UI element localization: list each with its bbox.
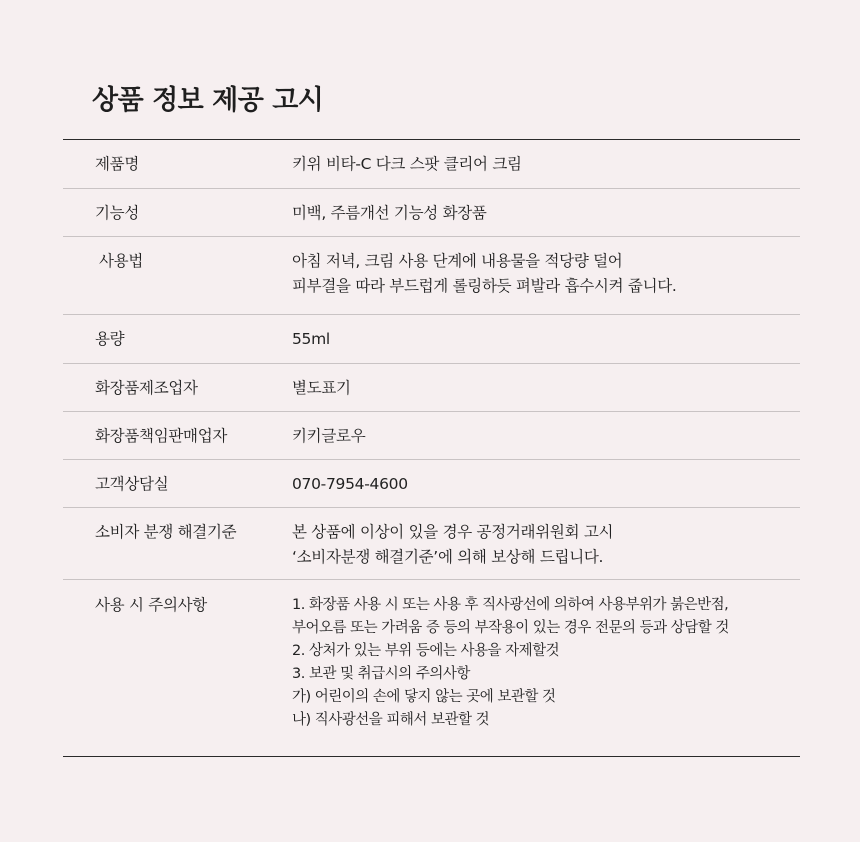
value-line: 본 상품에 이상이 있을 경우 공정거래위원회 고시 bbox=[292, 523, 614, 541]
value-line: 나) 직사광선을 피해서 보관할 것 bbox=[292, 712, 490, 728]
row-label: 화장품책임판매업자 bbox=[95, 427, 228, 445]
table-row-volume bbox=[63, 315, 800, 364]
row-label: 사용 시 주의사항 bbox=[95, 596, 207, 614]
value-line: 피부결을 따라 부드럽게 롤링하듯 펴발라 흡수시켜 줍니다. bbox=[292, 277, 677, 295]
row-value: 070-7954-4600 bbox=[292, 475, 408, 493]
value-line: 2. 상처가 있는 부위 등에는 사용을 자제할것 bbox=[292, 643, 560, 659]
row-label: 고객상담실 bbox=[95, 475, 169, 493]
table-row-dispute bbox=[63, 508, 800, 580]
value-line: 1. 화장품 사용 시 또는 사용 후 직사광선에 의하여 사용부위가 붉은반점, bbox=[292, 597, 729, 613]
value-line: ‘소비자분쟁 해결기준’에 의해 보상해 드립니다. bbox=[292, 548, 604, 566]
page-title: 상품 정보 제공 고시 bbox=[92, 85, 324, 116]
row-value: 키위 비타-C 다크 스팟 클리어 크림 bbox=[292, 155, 522, 173]
row-label: 기능성 bbox=[95, 204, 140, 222]
table-row-product-name bbox=[63, 140, 800, 189]
table-row-manufacturer bbox=[63, 364, 800, 412]
value-line: 3. 보관 및 취급시의 주의사항 bbox=[292, 666, 470, 682]
row-value: 55ml bbox=[292, 330, 330, 348]
table-row-customer-service bbox=[63, 460, 800, 508]
value-line: 가) 어린이의 손에 닿지 않는 곳에 보관할 것 bbox=[292, 689, 556, 705]
row-label: 사용법 bbox=[99, 252, 144, 270]
table-row-seller bbox=[63, 412, 800, 460]
table-row-caution bbox=[63, 580, 800, 756]
row-value: 미백, 주름개선 기능성 화장품 bbox=[292, 204, 487, 222]
row-label: 화장품제조업자 bbox=[95, 379, 198, 397]
value-line: 아침 저녁, 크림 사용 단계에 내용물을 적당량 덜어 bbox=[292, 252, 623, 270]
row-value: 별도표기 bbox=[292, 379, 351, 397]
table-row-function bbox=[63, 189, 800, 237]
row-value: 키키글로우 bbox=[292, 427, 366, 445]
product-info-table bbox=[63, 139, 800, 757]
value-line: 부어오름 또는 가려움 증 등의 부작용이 있는 경우 전문의 등과 상담할 것 bbox=[292, 620, 729, 636]
row-label: 용량 bbox=[95, 330, 125, 348]
row-value bbox=[292, 594, 800, 756]
table-row-usage bbox=[63, 237, 800, 315]
row-value bbox=[292, 520, 800, 579]
row-label: 제품명 bbox=[95, 155, 140, 173]
row-label: 소비자 분쟁 해결기준 bbox=[95, 523, 237, 541]
row-value bbox=[292, 249, 800, 314]
